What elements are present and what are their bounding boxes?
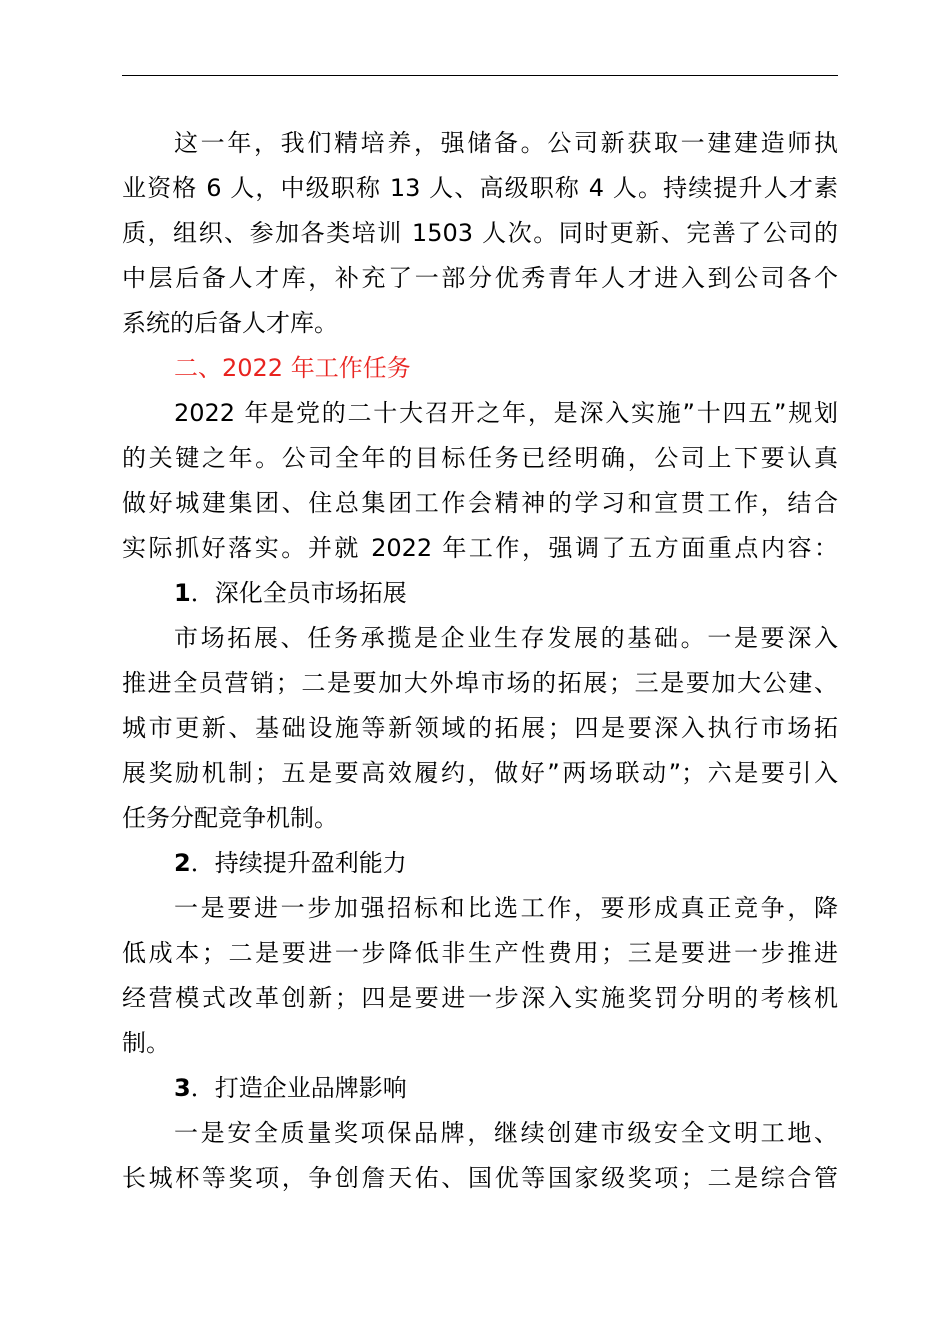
subheading-title: ．打造企业品牌影响 (190, 1074, 407, 1102)
text-line: 系统的后备人才库。 (122, 309, 338, 337)
subheading-number: 2 (174, 849, 191, 877)
paragraph-profitability (122, 886, 838, 1066)
text-line: 低成本；二是要进一步降低非生产性费用；三是要进一步推进 (122, 939, 838, 967)
paragraph-2022-overview (122, 391, 838, 571)
text-line: 一是要进一步加强招标和比选工作，要形成真正竞争，降 (174, 894, 838, 922)
subheading-number: 3 (174, 1074, 191, 1102)
subheading-brand-influence (122, 1066, 838, 1111)
section-heading-2022-tasks: 二、2022 年工作任务 (174, 354, 411, 382)
subheading-number: 1 (174, 579, 191, 607)
subheading-title: ．持续提升盈利能力 (190, 849, 407, 877)
text-line: 一是安全质量奖项保品牌，继续创建市级安全文明工地、 (174, 1119, 838, 1147)
paragraph-market-expansion (122, 616, 838, 841)
text-line: 2022 年是党的二十大召开之年，是深入实施”十四五”规划 (174, 399, 838, 427)
text-line: 实际抓好落实。并就 2022 年工作，强调了五方面重点内容： (122, 534, 838, 562)
text-line: 推进全员营销；二是要加大外埠市场的拓展；三是要加大公建、 (122, 669, 838, 697)
text-line: 质，组织、参加各类培训 1503 人次。同时更新、完善了公司的 (122, 219, 838, 247)
text-line: 展奖励机制；五是要高效履约，做好”两场联动”；六是要引入 (122, 759, 838, 787)
text-line: 业资格 6 人，中级职称 13 人、高级职称 4 人。持续提升人才素 (122, 174, 838, 202)
subheading-title: ．深化全员市场拓展 (190, 579, 407, 607)
text-line: 任务分配竞争机制。 (122, 804, 338, 832)
text-line: 长城杯等奖项，争创詹天佑、国优等国家级奖项；二是综合管 (122, 1164, 838, 1192)
text-line: 中层后备人才库，补充了一部分优秀青年人才进入到公司各个 (122, 264, 838, 292)
paragraph-brand-influence (122, 1111, 838, 1201)
paragraph-talent-reserve (122, 121, 838, 346)
text-line: 这一年，我们精培养，强储备。公司新获取一建建造师执 (174, 129, 838, 157)
text-line: 经营模式改革创新；四是要进一步深入实施奖罚分明的考核机 (122, 984, 838, 1012)
text-line: 城市更新、基础设施等新领域的拓展；四是要深入执行市场拓 (122, 714, 838, 742)
subheading-market-expansion (122, 571, 838, 616)
text-line: 市场拓展、任务承揽是企业生存发展的基础。一是要深入 (174, 624, 838, 652)
subheading-profitability (122, 841, 838, 886)
text-line: 的关键之年。公司全年的目标任务已经明确，公司上下要认真 (122, 444, 838, 472)
text-line: 制。 (122, 1029, 170, 1057)
header-rule (122, 75, 838, 76)
text-line: 做好城建集团、住总集团工作会精神的学习和宣贯工作，结合 (122, 489, 838, 517)
document-body (122, 121, 838, 1201)
